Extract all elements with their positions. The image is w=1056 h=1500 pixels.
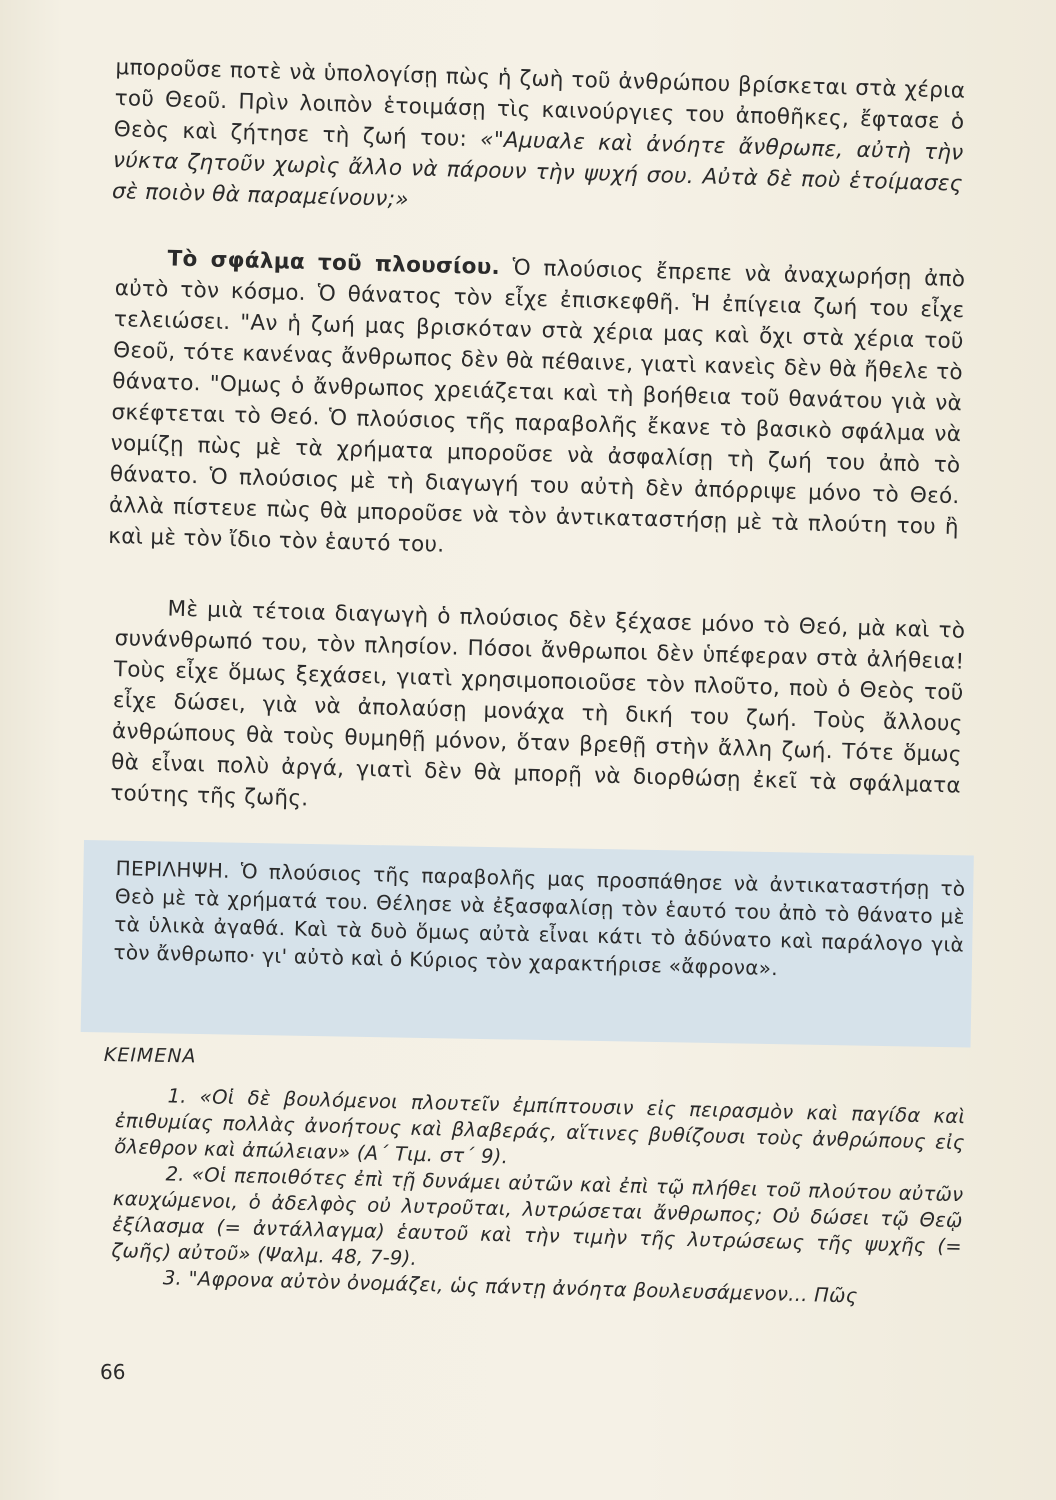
text-item-1: 1. «Οἱ δὲ βουλόμενοι πλουτεῖν ἐμπίπτουσιν εἰς πειρασμὸν καὶ παγίδα καὶ ἐπιθυμίας πολλὰς ἀνοήτους καὶ βλαβεράς, αἵτινες βυθίζουσι τοὺς ἀνθρώπους εἰς ὄλεθρον καὶ ἀπώλειαν» (Α΄ Τιμ. στ΄ 9). [114,1084,966,1169]
opening-quote: «"Αμυαλε καὶ ἀνόητε ἄνθρωπε, αὐτὴ τὴν νύκτα ζητοῦν χωρὶς ἄλλο νὰ πάρουν τὴν ψυχή σου. Αὐτὰ δὲ ποὺ ἑτοίμασες σὲ ποιὸν θὰ παραμείνουν;» [111,127,964,213]
error-section [108,242,966,574]
section-paragraph: Ὁ πλούσιος ἔπρεπε νὰ ἀναχωρήσῃ ἀπὸ αὐτὸ τὸν κόσμο. Ὁ θάνατος τὸν εἶχε ἐπισκεφθῆ. Ἡ ἐπίγεια ζωή του εἶχε τελειώσει. "Αν ἡ ζωή μας βρισκόταν στὰ χέρια μας καὶ ὄχι στὰ χέρια τοῦ Θεοῦ, τότε κανένας ἄνθρωπος δὲν θὰ πέθαινε, γιατὶ κανεὶς δὲν θὰ ἤθελε τὸ θάνατο. "Ομως ὁ ἄνθρωπος χρειάζεται καὶ τὴ βοήθεια τοῦ θανάτου γιὰ νὰ σκέφτεται τὸ Θεό. Ὁ πλούσιος τῆς παραβολῆς ἔκανε τὸ βασικὸ σφάλμα νὰ νομίζῃ πὼς μὲ τὰ χρήματα μποροῦσε νὰ ἀσφαλίσῃ τὴ ζωή του ἀπὸ τὸ θάνατο. Ὁ πλούσιος μὲ τὴ διαγωγή του αὐτὴ δὲν ἀπόρριψε μόνο τὸ Θεό. ἀλλὰ πίστευε πὼς θὰ μποροῦσε νὰ τὸν ἀντικαταστήσῃ μὲ τὰ πλούτη του ἢ καὶ μὲ τὸν ἴδιο τὸν ἑαυτό του. [107,255,966,558]
page-number: 66 [100,1360,126,1384]
text-item-2: 2. «Οἱ πεποιθότες ἐπὶ τῇ δυνάμει αὐτῶν καὶ ἐπὶ τῷ πλήθει τοῦ πλούτου αὐτῶν καυχώμενοι, ὁ ἀδελφὸς οὐ λυτροῦται, λυτρώσεται ἄνθρωπος; Οὐ δώσει τῷ Θεῷ ἐξίλασμα (= ἀντάλλαγμα) ἑαυτοῦ καὶ τὴν τιμὴν τῆς λυτρώσεως τῆς ψυχῆς (= ζωῆς) αὐτοῦ» (Ψαλμ. 48, 7-9). [111,1162,964,1270]
summary-text: ΠΕΡΙΛΗΨΗ. Ὁ πλούσιος τῆς παραβολῆς μας προσπάθησε νὰ ἀντικαταστήσῃ τὸ Θεὸ μὲ τὰ χρήματά του. Θέλησε νὰ ἐξασφαλίσῃ τὸν ἑαυτό του ἀπὸ τὸ θάνατο μὲ τὰ ὑλικὰ ἀγαθά. Καὶ τὰ δυὸ ὅμως αὐτὰ εἶναι κάτι τὸ ἀδύνατο καὶ παράλογο γιὰ τὸν ἄνθρωπο· γι' αὐτὸ καὶ ὁ Κύριος τὸν χαρακτήρισε «ἄφρονα». [113,855,966,981]
opening-text: μποροῦσε ποτὲ νὰ ὑπολογίσῃ πὼς ἡ ζωὴ τοῦ ἀνθρώπου βρίσκεται στὰ χέρια τοῦ Θεοῦ. Πρὶν λοιπὸν ἑτοιμάσῃ τὶς καινούργιες του ἀποθῆκες, ἔφτασε ὁ Θεὸς καὶ ζήτησε τὴ ζωή του: [113,54,966,152]
texts-list [111,1082,966,1312]
text-item-3: 3. "Αφρονα αὐτὸν ὀνομάζει, ὡς πάντῃ ἀνόητα βουλευσάμενον... Πῶς [162,1266,858,1308]
second-paragraph: Μὲ μιὰ τέτοια διαγωγὴ ὁ πλούσιος δὲν ξέχασε μόνο τὸ Θεό, μὰ καὶ τὸ συνάνθρωπό του, τὸν πλησίον. Πόσοι ἄνθρωποι δὲν ὑπέφεραν στὰ ἀλήθεια! Τοὺς εἶχε ὅμως ξεχάσει, γιατὶ χρησιμοποιοῦσε τὸν πλοῦτο, ποὺ ὁ Θεὸς τοῦ εἶχε δώσει, γιὰ νὰ ἀπολαύσῃ μονάχα τὴ δική του ζωή. Τοὺς ἄλλους ἀνθρώπους θὰ τοὺς θυμηθῇ μόνον, ὅταν βρεθῇ στὴν ἄλλη ζωή. Τότε ὅμως θὰ εἶναι πολὺ ἀργά, γιατὶ δὲν θὰ μπορῇ νὰ διορθώσῃ ἐκεῖ τὰ σφάλματα τούτης τῆς ζωῆς. [110,596,966,812]
section-title: Τὸ σφάλμα τοῦ πλουσίου. [167,246,501,281]
summary-block [113,854,965,987]
opening-paragraph [112,52,966,231]
texts-heading: ΚΕΙΜΕΝΑ [103,1044,197,1068]
second-paragraph-block [110,592,966,833]
